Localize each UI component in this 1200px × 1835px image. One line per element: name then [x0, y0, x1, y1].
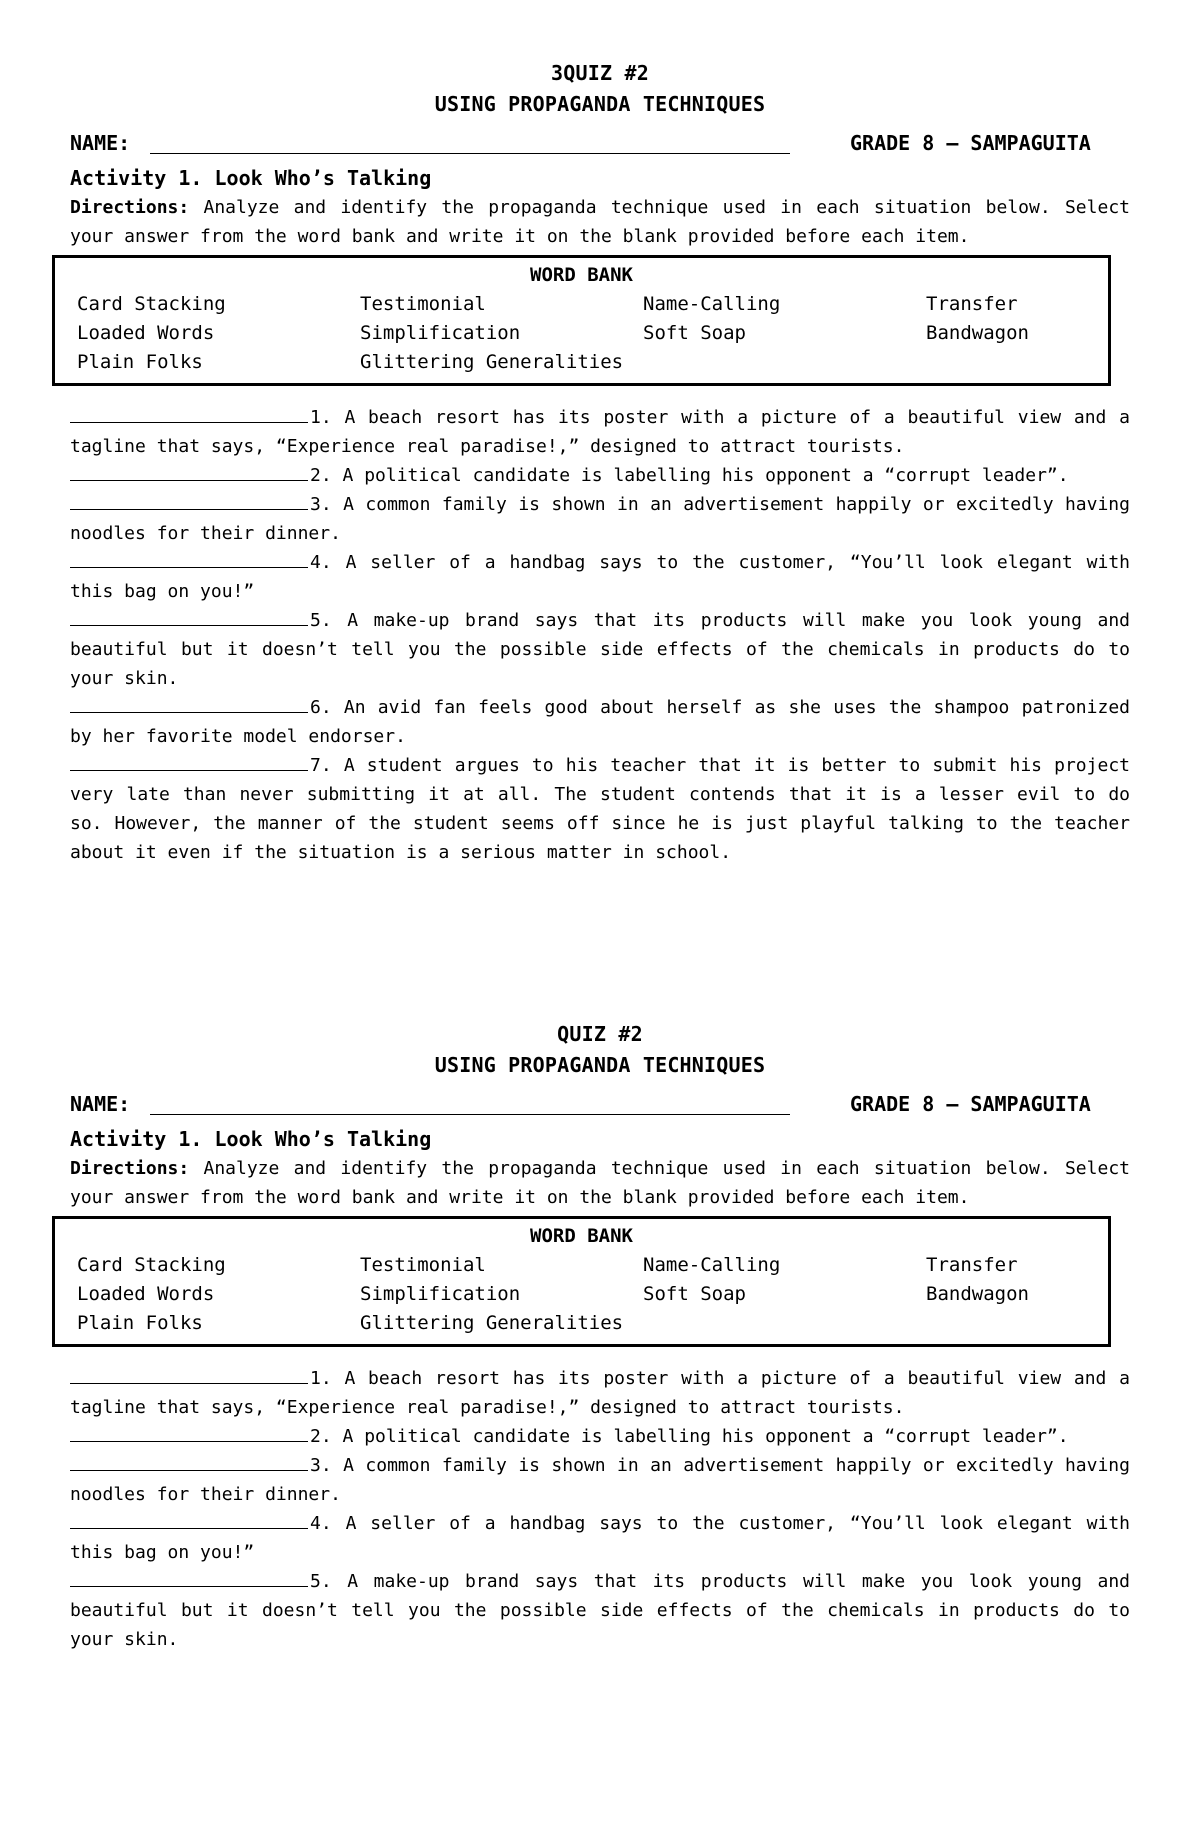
question-item: [70, 1567, 1130, 1654]
question-item: [70, 1509, 1130, 1567]
question-number: 1.: [310, 407, 332, 428]
question-item: [70, 548, 1130, 606]
directions-label: Directions:: [70, 197, 190, 218]
answer-blank[interactable]: [70, 1510, 308, 1529]
question-text: A seller of a handbag says to the customer, “You’ll look elegant with this bag on you!”: [70, 1513, 1130, 1563]
activity-heading: Activity 1. Look Who’s Talking: [70, 1127, 432, 1151]
quiz-section-2: [70, 1019, 1130, 1654]
answer-blank[interactable]: [70, 694, 308, 713]
worksheet-page: [70, 58, 1130, 1650]
word-bank-item: Transfer: [926, 293, 1018, 315]
answer-blank[interactable]: [70, 491, 308, 510]
question-text: A seller of a handbag says to the customer, “You’ll look elegant with this bag on you!”: [70, 552, 1130, 602]
word-bank-item: Simplification: [360, 1283, 521, 1305]
answer-blank[interactable]: [70, 1365, 308, 1384]
question-item: [70, 606, 1130, 693]
word-bank-item: Card Stacking: [77, 293, 226, 315]
question-list: [70, 403, 1130, 867]
grade-section-label: GRADE 8 – SAMPAGUITA: [850, 1092, 1091, 1116]
word-bank-title: WORD BANK: [530, 264, 633, 286]
question-number: 2.: [310, 465, 332, 486]
quiz-title: QUIZ #2: [557, 1022, 643, 1046]
question-item: [70, 693, 1130, 751]
question-text: A political candidate is labelling his opponent a “corrupt leader”.: [331, 1426, 1069, 1447]
name-label: NAME:: [70, 1092, 131, 1116]
word-bank-item: Testimonial: [360, 293, 486, 315]
question-list: [70, 1364, 1130, 1654]
question-text: A beach resort has its poster with a picture of a beautiful view and a tagline that says, “Experience real paradise!,” designed to attract tourists.: [70, 407, 1130, 457]
question-number: 2.: [310, 1426, 332, 1447]
answer-blank[interactable]: [70, 1452, 308, 1471]
word-bank-item: Bandwagon: [926, 1283, 1029, 1305]
answer-blank[interactable]: [70, 462, 308, 481]
question-item: [70, 1422, 1130, 1451]
word-bank-item: Loaded Words: [77, 1283, 215, 1305]
quiz-title: 3QUIZ #2: [551, 61, 649, 85]
question-text: A political candidate is labelling his opponent a “corrupt leader”.: [331, 465, 1069, 486]
answer-blank[interactable]: [70, 1423, 308, 1442]
question-text: A make-up brand says that its products will make you look young and beautiful but it doesn’t tell you the possible side effects of the chemicals in products do to your skin.: [70, 1571, 1130, 1650]
word-bank-item: Name-Calling: [643, 293, 781, 315]
question-number: 4.: [310, 552, 332, 573]
word-bank-item: Glittering Generalities: [360, 351, 624, 373]
word-bank-item: Plain Folks: [77, 351, 203, 373]
question-text: A beach resort has its poster with a picture of a beautiful view and a tagline that says, “Experience real paradise!,” designed to attract tourists.: [70, 1368, 1130, 1418]
directions-text: Analyze and identify the propaganda technique used in each situation below. Select your answer from the word bank and write it on the blank provided before each item.: [70, 197, 1130, 247]
quiz-subtitle: USING PROPAGANDA TECHNIQUES: [434, 92, 766, 116]
word-bank-item: Loaded Words: [77, 322, 215, 344]
question-number: 6.: [310, 697, 332, 718]
name-blank-line: [150, 1114, 790, 1115]
answer-blank[interactable]: [70, 404, 308, 423]
question-item: [70, 1364, 1130, 1422]
question-text: A common family is shown in an advertisement happily or excitedly having noodles for their dinner.: [70, 494, 1130, 544]
answer-blank[interactable]: [70, 752, 308, 771]
word-bank-item: Soft Soap: [643, 322, 746, 344]
answer-blank[interactable]: [70, 1568, 308, 1587]
activity-heading: Activity 1. Look Who’s Talking: [70, 166, 432, 190]
question-number: 5.: [310, 1571, 332, 1592]
question-item: [70, 751, 1130, 867]
word-bank-item: Bandwagon: [926, 322, 1029, 344]
question-number: 3.: [310, 494, 332, 515]
directions: [70, 1154, 1130, 1212]
word-bank-title: WORD BANK: [530, 1225, 633, 1247]
name-row: [70, 131, 1130, 163]
word-bank-item: Simplification: [360, 322, 521, 344]
answer-blank[interactable]: [70, 607, 308, 626]
answer-blank[interactable]: [70, 549, 308, 568]
question-item: [70, 490, 1130, 548]
word-bank-item: Testimonial: [360, 1254, 486, 1276]
question-item: [70, 1451, 1130, 1509]
word-bank-item: Name-Calling: [643, 1254, 781, 1276]
directions-label: Directions:: [70, 1158, 190, 1179]
word-bank-box: [52, 1216, 1111, 1347]
question-number: 5.: [310, 610, 332, 631]
question-number: 3.: [310, 1455, 332, 1476]
word-bank-item: Plain Folks: [77, 1312, 203, 1334]
question-item: [70, 461, 1130, 490]
directions: [70, 193, 1130, 251]
question-number: 4.: [310, 1513, 332, 1534]
word-bank-item: Glittering Generalities: [360, 1312, 624, 1334]
question-number: 7.: [310, 755, 332, 776]
quiz-section-1: [70, 58, 1130, 867]
question-number: 1.: [310, 1368, 332, 1389]
name-blank-line: [150, 153, 790, 154]
name-row: [70, 1092, 1130, 1124]
quiz-subtitle: USING PROPAGANDA TECHNIQUES: [434, 1053, 766, 1077]
question-text: An avid fan feels good about herself as she uses the shampoo patronized by her favorite model endorser.: [70, 697, 1130, 747]
question-item: [70, 403, 1130, 461]
question-text: A common family is shown in an advertisement happily or excitedly having noodles for their dinner.: [70, 1455, 1130, 1505]
word-bank-item: Transfer: [926, 1254, 1018, 1276]
question-text: A make-up brand says that its products will make you look young and beautiful but it doesn’t tell you the possible side effects of the chemicals in products do to your skin.: [70, 610, 1130, 689]
directions-text: Analyze and identify the propaganda technique used in each situation below. Select your answer from the word bank and write it on the blank provided before each item.: [70, 1158, 1130, 1208]
question-text: A student argues to his teacher that it is better to submit his project very late than never submitting it at all. The student contends that it is a lesser evil to do so. However, the manner of the student seems off since he is just playful talking to the teacher about it even if the situation is a serious matter in school.: [70, 755, 1130, 863]
grade-section-label: GRADE 8 – SAMPAGUITA: [850, 131, 1091, 155]
word-bank-box: [52, 255, 1111, 386]
word-bank-item: Card Stacking: [77, 1254, 226, 1276]
word-bank-item: Soft Soap: [643, 1283, 746, 1305]
name-label: NAME:: [70, 131, 131, 155]
